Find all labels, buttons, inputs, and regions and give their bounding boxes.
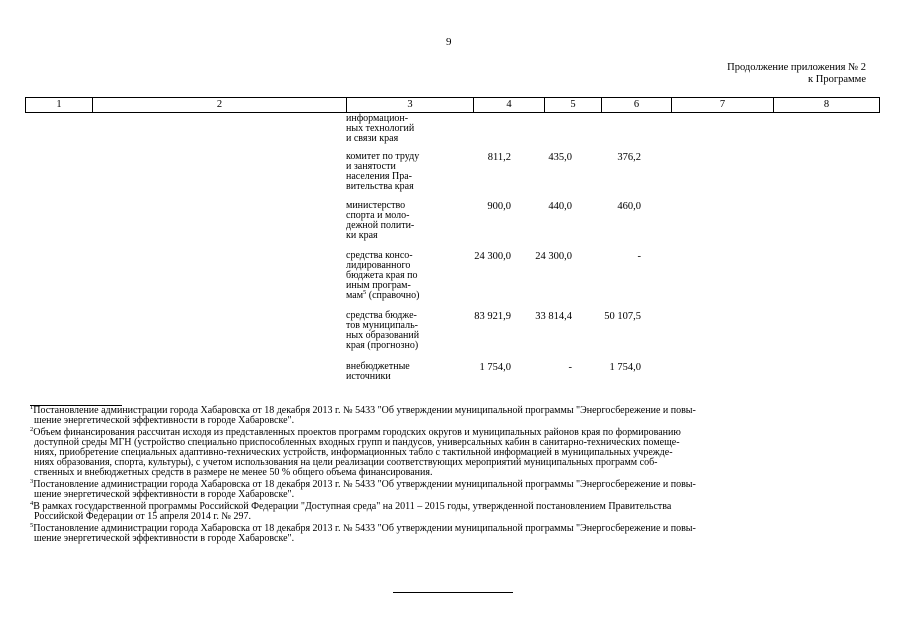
bottom-rule	[393, 592, 513, 593]
footnote-mark: 5	[30, 522, 34, 529]
header-col-5: 5	[570, 99, 576, 110]
funding-source: средства бюдже- тов муниципаль- ных образований края (прогнозно)	[346, 310, 420, 351]
value-col-6: 1 754,0	[609, 362, 641, 373]
funding-source: комитет по труду и занятости населения Пра- вительства края	[346, 151, 420, 192]
footnote-3: $^3$Постановление администрации города Хабаровска от 18 декабря 2013 г. № 5433 "Об утверждении муниципальной программы "Энергосбережение и повы- шение энергетической эффективности в городе Хабаровске".	[30, 478, 696, 500]
value-col-5: 440,0	[548, 201, 572, 212]
page-number: 9	[446, 36, 452, 48]
footnotes	[30, 406, 878, 546]
header-col-7: 7	[719, 99, 726, 110]
value-col-4: 811,2	[487, 152, 511, 163]
funding-source: информацион- ных технологий и связи края	[346, 113, 415, 144]
value-col-6: -	[637, 251, 641, 262]
footnote-1: $^1$Постановление администрации города Хабаровска от 18 декабря 2013 г. № 5433 "Об утверждении муниципальной программы "Энергосбережение и повы- шение энергетической эффективности в городе Хабаровске".	[30, 404, 696, 426]
table-header	[25, 97, 880, 113]
footnote-mark: 3	[30, 478, 34, 485]
footnote-2: $^2$Объем финансирования рассчитан исходя из представленных проектов программ городских округов и муниципальных районов края по формированию доступной среды МГН (устройство специально приспособленных входных групп и пандусов, универсальных кабин в санитарно-технических помеще- ниях, приобретение специальных адаптивно-технических устройств, информационных табло с тактильной информацией в муниципальных учрежде- ниях образования, спорта, культуры), с учетом использования на цели реализации соответствующих мероприятий муниципальных программ соб- ственных и внебюджетных средств в размере не менее 50 % общего объема финансирования.	[30, 426, 681, 478]
appendix-heading	[640, 62, 866, 86]
value-col-5: 33 814,4	[535, 311, 572, 322]
value-col-5: 435,0	[548, 152, 572, 163]
footnote-mark: 1	[30, 404, 34, 411]
value-col-4: 83 921,9	[474, 311, 511, 322]
footnote-mark: 4	[30, 500, 34, 507]
appendix-line-1: Продолжение приложения № 2	[727, 62, 866, 73]
header-col-8: 8	[823, 99, 830, 110]
footnote-mark: 2	[30, 426, 34, 433]
footnote-ref: 5	[363, 289, 367, 296]
value-col-6: 50 107,5	[604, 311, 641, 322]
value-col-4: 24 300,0	[474, 251, 511, 262]
appendix-line-2: к Программе	[808, 74, 866, 85]
footnote-5: $^5$Постановление администрации города Хабаровска от 18 декабря 2013 г. № 5433 "Об утверждении муниципальной программы "Энергосбережение и повы- шение энергетической эффективности в городе Хабаровске".	[30, 522, 696, 544]
value-col-5: -	[568, 362, 572, 373]
value-col-6: 376,2	[617, 152, 641, 163]
value-col-6: 460,0	[617, 201, 641, 212]
value-col-4: 900,0	[487, 201, 511, 212]
value-col-4: 1 754,0	[479, 362, 511, 373]
footnote-4: $^4$В рамках государственной программы Российской Федерации "Доступная среда" на 2011 – 2015 годы, утвержденной постановлением Правительства Российской Федерации от 15 апреля 2014 г. № 297.	[30, 500, 672, 522]
header-col-3: 3	[407, 99, 413, 110]
header-col-4: 4	[506, 99, 512, 110]
funding-source: министерство спорта и моло- дежной полити- ки края	[346, 200, 415, 241]
header-col-2: 2	[216, 99, 223, 110]
funding-source: средства консо- лидированного бюджета края по иным програм- мам$^5$ (справочно)	[346, 250, 420, 301]
header-col-6: 6	[633, 99, 640, 110]
value-col-5: 24 300,0	[535, 251, 572, 262]
header-col-1: 1	[56, 99, 62, 110]
funding-source: внебюджетные источники	[346, 361, 410, 382]
